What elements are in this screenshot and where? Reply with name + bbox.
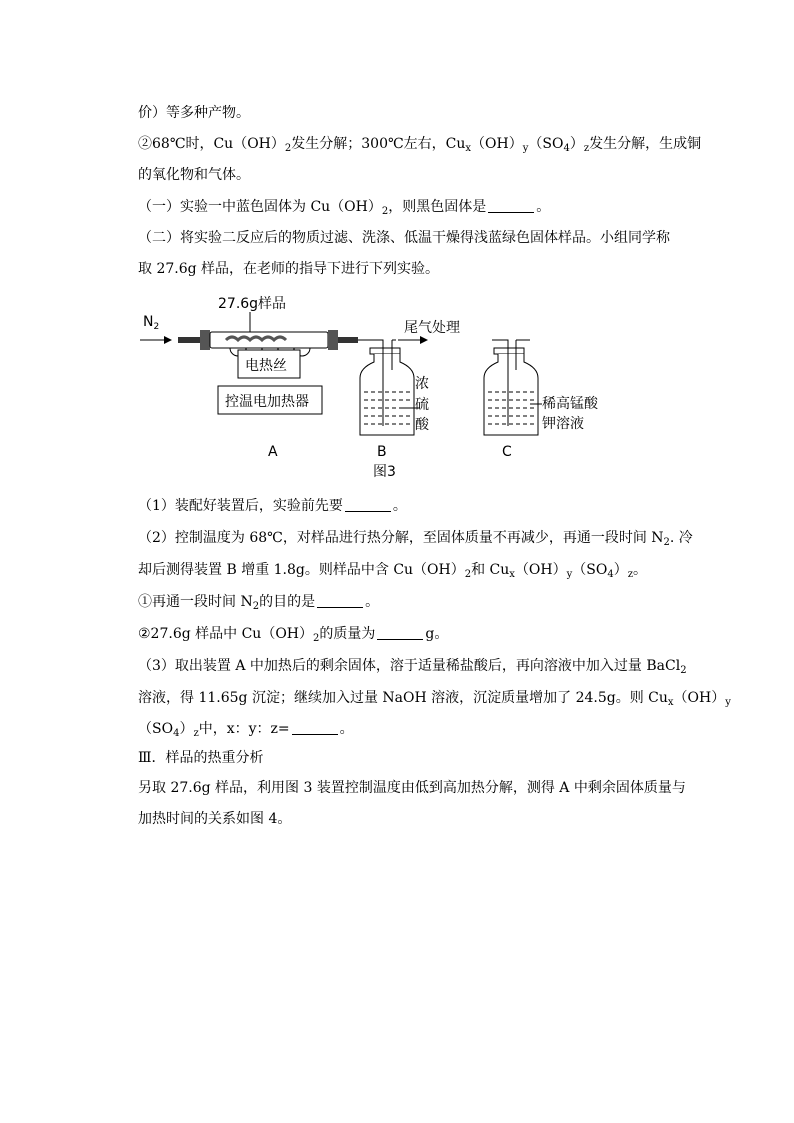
answer-blank[interactable]: [317, 593, 363, 608]
paragraph-line: 的氧化物和气体。: [138, 167, 250, 183]
paragraph-line: 取 27.6g 样品，在老师的指导下进行下列实验。: [138, 261, 440, 277]
question-line: 溶液，得 11.65g 沉淀；继续加入过量 NaOH 溶液，沉淀质量增加了 24.5g。则 $Cu_x(OH)_y$: [138, 690, 731, 708]
question-line: （1）装配好装置后，实验前先要 。: [138, 498, 407, 514]
connecting-tube: [358, 340, 383, 348]
acid-label-2: 硫: [415, 397, 429, 413]
paragraph-line: 加热时间的关系如图 4。: [138, 811, 292, 827]
question-line: 却后测得装置 B 增重 1.8g。则样品中含 $Cu(OH)_2$和 $Cu_x(OH)_y(SO_4)_z$。: [138, 562, 648, 580]
paragraph-line: （二）将实验二反应后的物质过滤、洗涤、低温干燥得浅蓝绿色固体样品。小组同学称: [138, 230, 670, 246]
section-heading: Ⅲ．样品的热重分析: [138, 750, 264, 766]
label-c: C: [502, 444, 512, 460]
heater-controller-label: 控温电加热器: [225, 394, 309, 410]
answer-blank[interactable]: [345, 497, 391, 512]
label-a: A: [268, 444, 278, 460]
left-tube-connector: [178, 337, 200, 343]
paragraph-line: ②68℃时，$Cu(OH)_2$发生分解；300℃左右，$Cu_x(OH)_y(SO_4)_z$发生分解，生成铜: [138, 136, 702, 154]
question-line: $(SO_4)_z$中，x：y：z= 。: [138, 721, 354, 739]
left-stopper: [200, 330, 210, 350]
question-line: （2）控制温度为 68℃，对样品进行热分解，至固体质量不再减少，再通一段时间 $N_2$. 冷: [138, 530, 693, 548]
question-line: （3）取出装置 A 中加热后的剩余固体，溶于适量稀盐酸后，再向溶液中加入过量 BaCl$_2$: [138, 658, 687, 676]
answer-blank[interactable]: [488, 198, 534, 213]
bottle-c: [484, 340, 538, 435]
kmno4-label-1: 稀高锰酸: [542, 396, 598, 412]
right-tube-connector: [338, 337, 358, 343]
exhaust-label: 尾气处理: [404, 320, 460, 336]
heater-wire-label: 电热丝: [245, 358, 287, 374]
label-b: B: [377, 444, 387, 460]
answer-blank[interactable]: [292, 720, 338, 735]
sample-label: 27.6g样品: [218, 296, 287, 312]
bottle-b: [360, 340, 414, 435]
apparatus-diagram: [138, 290, 618, 490]
acid-label-3: 酸: [415, 417, 429, 433]
kmno4-label-2: 钾溶液: [542, 416, 584, 432]
paragraph-line: 价）等多种产物。: [138, 105, 250, 121]
question-line: ②27.6g 样品中 $Cu(OH)_2$的质量为 g。: [138, 626, 449, 644]
answer-blank[interactable]: [377, 625, 423, 640]
question-line: ①再通一段时间 $N_2$的目的是 。: [138, 594, 380, 612]
gas-in-arrowhead: [164, 336, 172, 344]
question-line: （一）实验一中蓝色固体为 $Cu(OH)_2$，则黑色固体是 。: [138, 199, 551, 217]
paragraph-line: 另取 27.6g 样品，利用图 3 装置控制温度由低到高加热分解，测得 A 中剩余固体质量与: [138, 780, 686, 796]
exhaust-arrowhead: [420, 336, 428, 344]
gas-in-label: $N_2$: [143, 314, 160, 332]
right-stopper: [328, 330, 338, 350]
figure-caption: 图3: [373, 464, 396, 480]
acid-label-1: 浓: [415, 376, 429, 392]
